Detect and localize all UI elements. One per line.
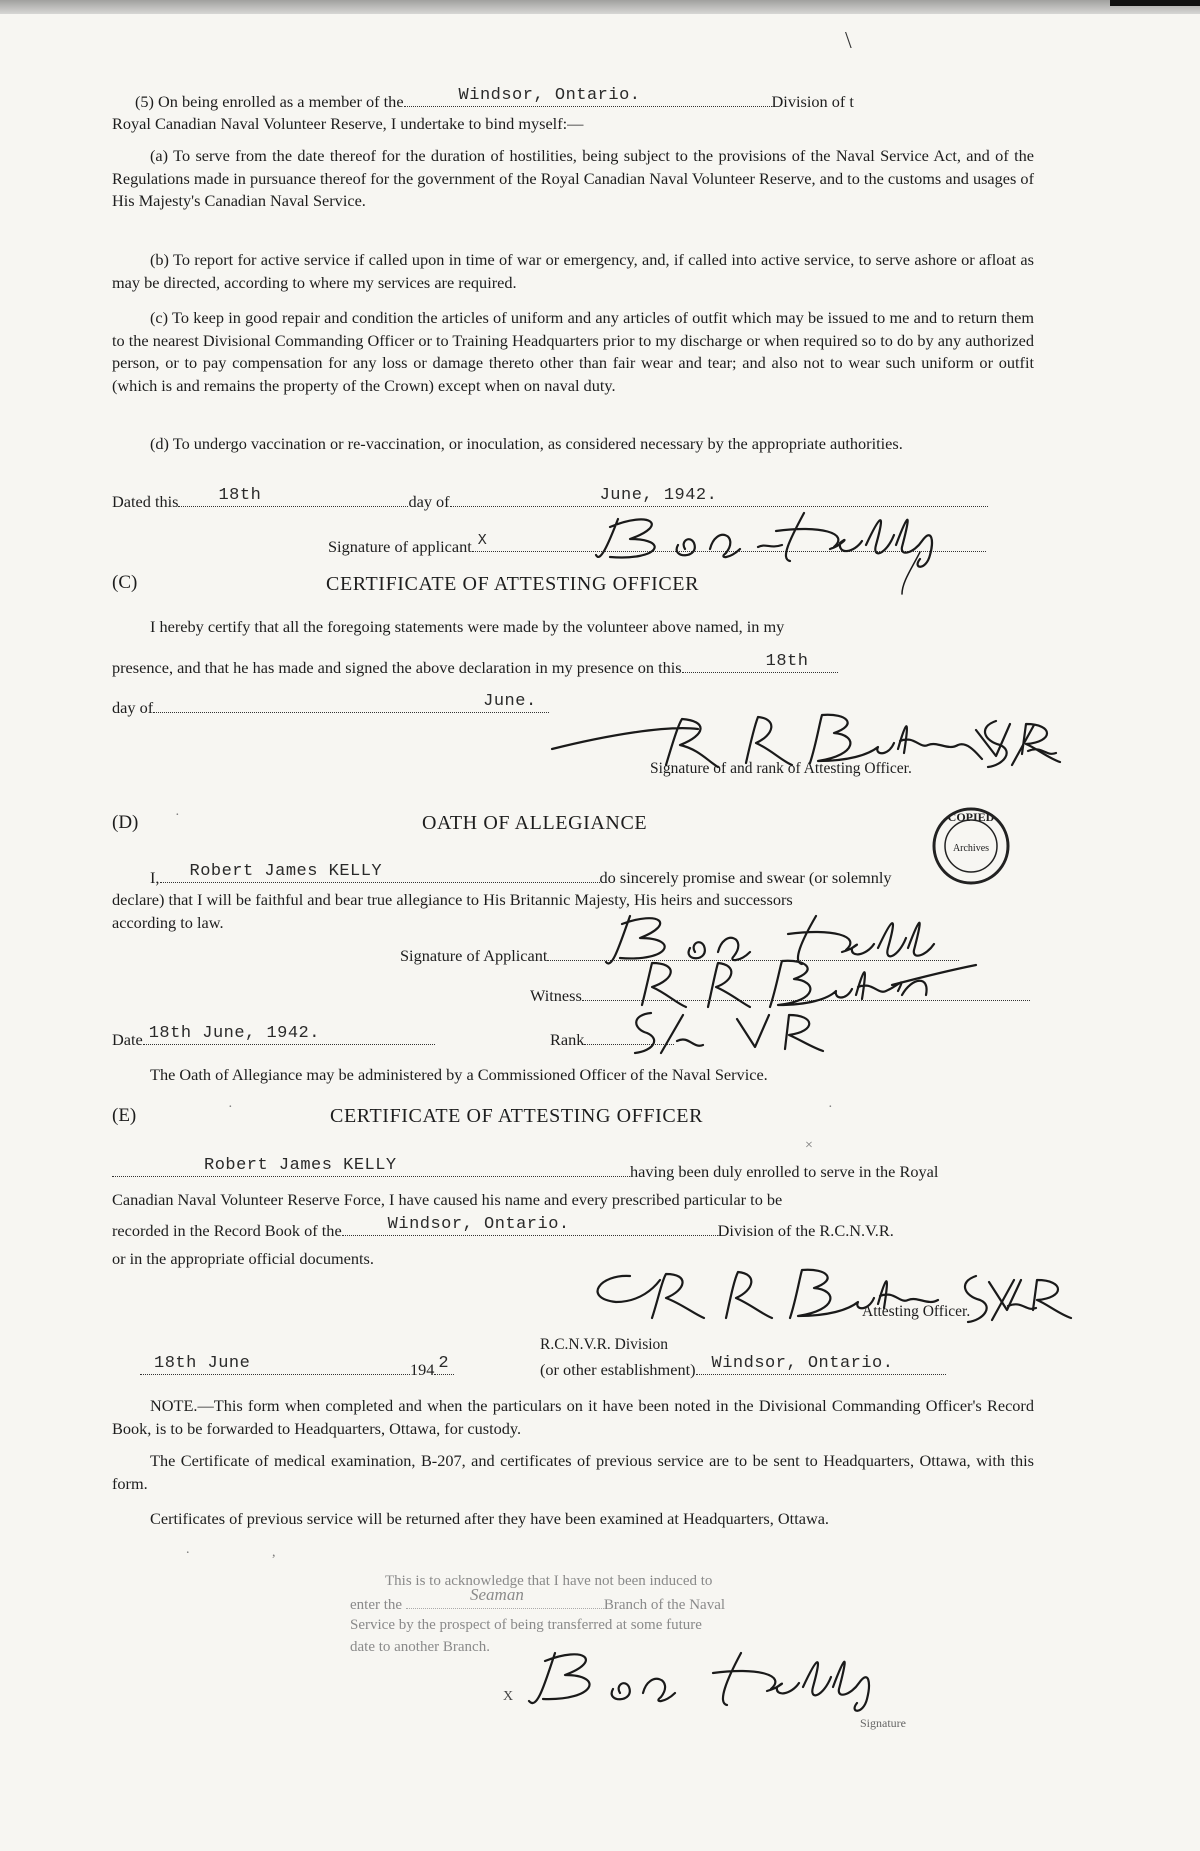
- ack-line-3: Service by the prospect of being transferred at some future: [350, 1617, 702, 1633]
- cert-c-month: June.: [483, 692, 537, 711]
- clause-a: (a) To serve from the date thereof for the duration of hostilities, being subject to the provisions of the Naval Service Act, and of the Regulations made in pursuance thereof for the government of the Royal Canadian Naval Volunteer Reserve, and to the customs and usages of His Majesty's Canadian Naval Service.: [112, 146, 1034, 210]
- stray-mark: \: [845, 28, 852, 54]
- cert-c-text-2: presence, and that he has made and signed the above declaration in my presence on this 18th: [112, 656, 838, 679]
- cert-e-date-line: 18th June 194 2: [140, 1358, 454, 1381]
- clause-d: (d) To undergo vaccination or re-vaccination, or inoculation, as considered necessary by the appropriate authorities.: [150, 434, 903, 453]
- cert-c-day-line: day of June.: [112, 696, 549, 719]
- cert-c-text-1: I hereby certify that all the foregoing statements were made by the volunteer above named, in my: [150, 617, 785, 636]
- cert-e-line-3: recorded in the Record Book of the Windsor, Ontario. Division of the R.C.N.V.R.: [112, 1215, 894, 1240]
- applicant-signature-label-2: Signature of Applicant: [400, 944, 959, 967]
- cert-e-division: Windsor, Ontario.: [387, 1215, 570, 1234]
- ack-line-4: date to another Branch.: [350, 1639, 490, 1655]
- stray-stroke: [890, 548, 930, 598]
- cert-e-line-1: Robert James KELLY having been duly enrolled to serve in the Royal: [112, 1160, 938, 1183]
- applicant-signature-3: [515, 1645, 885, 1715]
- oath-name: Robert James KELLY: [189, 862, 383, 881]
- section-c-title: CERTIFICATE OF ATTESTING OFFICER: [326, 573, 700, 595]
- section-d-letter: (D): [112, 812, 139, 833]
- archives-stamp: [930, 805, 1012, 887]
- note-3: Certificates of previous service will be returned after they have been examined at Headquarters, Ottawa.: [150, 1509, 829, 1528]
- oath-line-2: declare) that I will be faithful and bear true allegiance to His Britannic Majesty, His heirs and successors: [112, 890, 793, 909]
- witness-label: Witness: [530, 984, 1030, 1007]
- document-page: \ (5) On being enrolled as a member of the Windsor, Ontario. Division of t Royal Canadian Naval Volunteer Reserve, I undertake to bind myself:— (a) To serve from the date thereof for the duration of hostilities, being subject to the provisions of the Naval Service Act, and of the Regulations made in pursuance thereof for the government of the Royal Canadian Naval Volunteer Reserve, and to the customs and usages of His Majesty's Canadian Naval Service. (b) To report for active service if called upon in time of war or emergency, and, if called into active service, to serve ashore or afloat as may be directed, according to where my services are required. (c) To keep in good repair and condition the articles of uniform and any articles of outfit which may be issued to me and to return them to the nearest Divisional Commanding Officer or to Training Headquarters prior to my discharge or when required so to do by any authorized person, or to pay compensation for any loss or damage thereto other than fair wear and tear; and also not to wear such uniform or outfit (which is and remains the property of the Crown) except when on naval duty. (d) To undergo vaccination or re-vaccination, or inoculation, as considered necessary by the appropriate authorities. Dated this 18th day of June, 1942. Signature of applicant X (C) CERTIFICATE OF ATTESTING OFFICER I hereby certify that all the foregoing statements were made by the volunteer above named, in my presence, and that he has made and signed the above declaration in my presence on this 18th day of June. Signature of and rank of Attesting Officer. (D) · OATH OF ALLEGIANCE COPIED Archives I, Robert James KELLY do sincerely promise and swear (or solemnly declare) that I will be faithful and bear true allegiance to His Britannic Majesty, His heirs and successors according to law. Signature of Applicant Witness Date 18th June, 1942. Rank The Oath of Allegiance may be administered by a Commissioned Officer of the Naval Service. (E) · CERTIFICATE OF ATTESTING OFFICER · Robert James KELLY having been duly enrolled to serve in the Royal Canadian Naval Volunteer Reserve Force, I have caused his name and every prescribed particular to be recorded in the Record Book of the Windsor, Ontario. Division of the R.C.N.V.R. or in the appropriate official documents. Attesting Officer. R.C.N.V.R. Division 18th June 194 2 (or other establishment) Windsor, Ontario. × NOTE.—This form when completed and when the particulars on it have been noted in the Divisional Commanding Officer's Record Book, is to be forwarded to Headquarters, Ottawa, for custody. The Certificate of medical examination, B-207, and certificates of previous service are to be sent to Headquarters, Ottawa, with this form. Certificates of previous service will be returned after they have been examined at Headquarters, Ottawa. This is to acknowledge that I have not been induced to enter the Branch of the Naval Service by the prospect of being transferred at some future date to another Branch. Seaman X Signature , .: [0, 0, 1200, 1851]
- rank-label: Rank: [550, 1028, 674, 1051]
- attesting-officer-caption: Signature of and rank of Attesting Officer.: [650, 760, 912, 777]
- section-e-letter: (E): [112, 1105, 137, 1126]
- stamp-top-text: COPIED: [947, 810, 995, 824]
- note-1: NOTE.—This form when completed and when the particulars on it have been noted in the Divisional Commanding Officer's Record Book, is to be forwarded to Headquarters, Ottawa, for custody.: [112, 1396, 1034, 1438]
- officer-rank-1: [970, 718, 1080, 768]
- dated-month-year: June, 1942.: [599, 486, 718, 505]
- cert-e-date: 18th June: [154, 1354, 251, 1373]
- cert-e-line-2: Canadian Naval Volunteer Reserve Force, I have caused his name and every prescribed particular to be: [112, 1190, 783, 1209]
- establishment-line: (or other establishment) Windsor, Ontario.: [540, 1358, 946, 1381]
- oath-date: 18th June, 1942.: [148, 1024, 320, 1043]
- ack-branch-value: Seaman: [470, 1585, 524, 1604]
- ack-line-1: This is to acknowledge that I have not been induced to: [385, 1573, 713, 1589]
- clause-b: (b) To report for active service if called upon in time of war or emergency, and, if called into active service, to serve ashore or afloat as may be directed, according to where my services are required.: [112, 250, 1034, 292]
- note-2: The Certificate of medical examination, B-207, and certificates of previous service are to be sent to Headquarters, Ottawa, with this form.: [112, 1451, 1034, 1493]
- oath-line-1: I, Robert James KELLY do sincerely promise and swear (or solemnly: [150, 862, 892, 887]
- section-e-title: CERTIFICATE OF ATTESTING OFFICER: [330, 1105, 704, 1127]
- oath-line-3: according to law.: [112, 913, 224, 932]
- stamp-mid-text: Archives: [952, 843, 990, 854]
- oath-admin-note: The Oath of Allegiance may be administered by a Commissioned Officer of the Naval Service.: [150, 1065, 768, 1084]
- ack-x-mark: X: [503, 1689, 514, 1704]
- division-label-1: R.C.N.V.R. Division: [540, 1336, 669, 1353]
- attesting-officer-caption-2: Attesting Officer.: [862, 1303, 971, 1320]
- section-c-letter: (C): [112, 572, 138, 593]
- cert-c-date: 18th: [765, 652, 809, 671]
- cert-e-name: Robert James KELLY: [204, 1156, 397, 1175]
- applicant-signature-line: Signature of applicant X: [328, 535, 986, 558]
- officer-rank-2: [985, 1272, 1085, 1322]
- division-field: [404, 86, 772, 107]
- establishment-value: Windsor, Ontario.: [711, 1354, 894, 1373]
- oath-date-line: Date 18th June, 1942.: [112, 1028, 435, 1051]
- section5-line2: Royal Canadian Naval Volunteer Reserve, I undertake to bind myself:—: [112, 114, 584, 133]
- ack-signature-caption: Signature: [860, 1716, 906, 1730]
- section-d-title: OATH OF ALLEGIANCE: [422, 812, 648, 834]
- section5-line1: (5) On being enrolled as a member of the Windsor, Ontario. Division of t: [135, 86, 854, 111]
- cert-e-line-5: or in the appropriate official documents.: [112, 1249, 374, 1268]
- ack-line-2: enter the Branch of the Naval: [350, 1592, 725, 1616]
- rank-signature: [625, 1005, 835, 1059]
- dated-day: 18th: [218, 486, 262, 505]
- dated-line: Dated this 18th day of June, 1942.: [112, 490, 988, 513]
- division-value: Windsor, Ontario.: [458, 86, 641, 105]
- clause-c: (c) To keep in good repair and condition the articles of uniform and any articles of outfit which may be issued to me and to return them to the nearest Divisional Commanding Officer or to Training Headquarters prior to my discharge or when required so to do by any authorized person, or to pay compensation for any loss or damage thereto other than fair wear and tear; and also not to wear such uniform or outfit (which is and remains the property of the Crown) except when on naval duty.: [112, 308, 1034, 395]
- scan-edge-dark: [1110, 0, 1200, 6]
- scan-edge: [0, 0, 1200, 14]
